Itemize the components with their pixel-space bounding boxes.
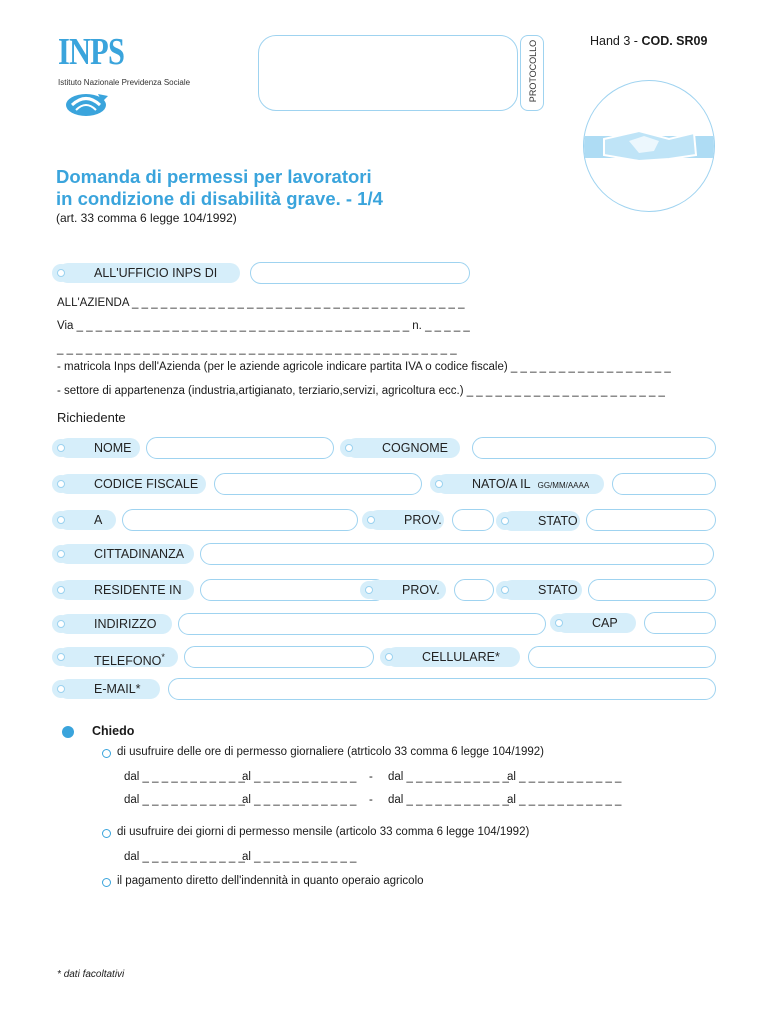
form-code-prefix: Hand 3 - bbox=[590, 34, 638, 48]
chiedo-bullet-icon bbox=[62, 726, 74, 738]
birth-stato-field[interactable] bbox=[586, 509, 716, 531]
cittadinanza-label bbox=[58, 544, 194, 564]
dal-line-2a[interactable]: dal _ _ _ _ _ _ _ _ _ _ _ bbox=[124, 794, 245, 806]
office-label-text: ALL'UFFICIO INPS DI bbox=[94, 266, 218, 280]
option2-text: di usufruire dei giorni di permesso mensile (articolo 33 comma 6 legge 104/1992) bbox=[117, 826, 530, 838]
nato-il-label bbox=[436, 474, 604, 494]
applicant-section-label: Richiedente bbox=[57, 410, 126, 425]
stato-label-text: STATO bbox=[538, 514, 578, 528]
cellulare-label bbox=[386, 647, 520, 667]
al-line-1b[interactable]: al _ _ _ _ _ _ _ _ _ _ _ bbox=[507, 771, 622, 783]
dal-line-1b[interactable]: dal _ _ _ _ _ _ _ _ _ _ _ bbox=[388, 771, 509, 783]
prov2-label bbox=[366, 580, 446, 600]
option1-radio[interactable] bbox=[102, 749, 111, 758]
cognome-field[interactable] bbox=[472, 437, 716, 459]
footnote-star: * bbox=[57, 969, 61, 980]
email-label-text: E-MAIL* bbox=[94, 682, 141, 696]
al-line-2a[interactable]: al _ _ _ _ _ _ _ _ _ _ _ bbox=[242, 794, 357, 806]
office-label bbox=[58, 263, 240, 283]
telefono-star: * bbox=[161, 652, 165, 662]
codice-fiscale-label bbox=[58, 474, 206, 494]
chiedo-heading: Chiedo bbox=[92, 724, 135, 738]
a-label bbox=[58, 510, 116, 530]
residence-stato-field[interactable] bbox=[588, 579, 716, 601]
form-title-line2: in condizione di disabilità grave. - 1/4 bbox=[56, 188, 383, 209]
footnote-text: dati facoltativi bbox=[63, 969, 125, 980]
al-line-2b[interactable]: al _ _ _ _ _ _ _ _ _ _ _ bbox=[507, 794, 622, 806]
nato-il-label-text: NATO/A IL bbox=[472, 477, 531, 491]
nome-field[interactable] bbox=[146, 437, 334, 459]
protocol-label: PROTOCOLLO bbox=[528, 39, 538, 103]
logo-text: INPS bbox=[58, 31, 125, 73]
nome-label bbox=[58, 438, 140, 458]
a-label-text: A bbox=[94, 513, 103, 527]
al-line-1a[interactable]: al _ _ _ _ _ _ _ _ _ _ _ bbox=[242, 771, 357, 783]
option3-text: il pagamento diretto dell'indennità in quanto operaio agricolo bbox=[117, 875, 424, 887]
cognome-label-text: COGNOME bbox=[382, 441, 448, 455]
handshake-emblem bbox=[583, 80, 715, 212]
dash-1a: - bbox=[369, 771, 373, 783]
cellulare-field[interactable] bbox=[528, 646, 716, 668]
inps-logo bbox=[58, 30, 218, 130]
codice-fiscale-field[interactable] bbox=[214, 473, 422, 495]
birth-date-field[interactable] bbox=[612, 473, 716, 495]
stato2-label bbox=[502, 580, 582, 600]
al-line-3[interactable]: al _ _ _ _ _ _ _ _ _ _ _ bbox=[242, 851, 357, 863]
form-code bbox=[590, 34, 707, 48]
form-code-value: COD. SR09 bbox=[641, 34, 708, 48]
residente-label-text: RESIDENTE IN bbox=[94, 583, 182, 597]
cap-label-text: CAP bbox=[592, 616, 618, 630]
cellulare-label-text: CELLULARE* bbox=[422, 650, 500, 664]
residente-label bbox=[58, 580, 194, 600]
matricola-line[interactable]: - matricola Inps dell'Azienda (per le aziende agricole indicare partita IVA o codice fiscale) _ _ _ _ _ _ _ _ _ _ _ _ _ _ _ _ _ bbox=[57, 361, 671, 373]
company-line[interactable]: ALL'AZIENDA _ _ _ _ _ _ _ _ _ _ _ _ _ _ _ _ _ _ _ _ _ _ _ _ _ _ _ _ _ _ _ _ _ _ _ bbox=[57, 297, 465, 309]
telefono-label-text: TELEFONO bbox=[94, 654, 162, 669]
prov2-label-text: PROV. bbox=[402, 583, 440, 597]
option2-radio[interactable] bbox=[102, 829, 111, 838]
prov-label-text: PROV. bbox=[404, 513, 442, 527]
cap-label bbox=[556, 613, 636, 633]
codice-fiscale-label-text: CODICE FISCALE bbox=[94, 477, 199, 491]
email-field[interactable] bbox=[168, 678, 716, 700]
office-field[interactable] bbox=[250, 262, 470, 284]
birth-prov-field[interactable] bbox=[452, 509, 494, 531]
telefono-field[interactable] bbox=[184, 646, 374, 668]
via-line[interactable]: Via _ _ _ _ _ _ _ _ _ _ _ _ _ _ _ _ _ _ _ _ _ _ _ _ _ _ _ _ _ _ _ _ _ _ _ n. _ _ _ _ _ bbox=[57, 320, 470, 332]
cittadinanza-field[interactable] bbox=[200, 543, 714, 565]
indirizzo-label bbox=[58, 614, 172, 634]
cap-field[interactable] bbox=[644, 612, 716, 634]
institute-name: Istituto Nazionale Previdenza Sociale bbox=[58, 78, 191, 87]
dal-line-2b[interactable]: dal _ _ _ _ _ _ _ _ _ _ _ bbox=[388, 794, 509, 806]
nome-label-text: NOME bbox=[94, 441, 132, 455]
address-blank-line[interactable]: _ _ _ _ _ _ _ _ _ _ _ _ _ _ _ _ _ _ _ _ _ _ _ _ _ _ _ _ _ _ _ _ _ _ _ _ _ _ _ _ _ _ bbox=[57, 343, 457, 355]
dal-line-1a[interactable]: dal _ _ _ _ _ _ _ _ _ _ _ bbox=[124, 771, 245, 783]
dash-2a: - bbox=[369, 794, 373, 806]
dal-line-3[interactable]: dal _ _ _ _ _ _ _ _ _ _ _ bbox=[124, 851, 245, 863]
indirizzo-label-text: INDIRIZZO bbox=[94, 617, 157, 631]
telefono-label bbox=[58, 647, 178, 667]
option3-radio[interactable] bbox=[102, 878, 111, 887]
stato2-label-text: STATO bbox=[538, 583, 578, 597]
settore-line[interactable]: - settore di appartenenza (industria,artigianato, terziario,servizi, agricoltura ecc.) _ _ _ _ _ _ _ _ _ _ _ _ _ _ _ _ _ _ _ _ _ bbox=[57, 385, 665, 397]
logo-emblem-icon bbox=[62, 88, 110, 120]
residence-prov-field[interactable] bbox=[454, 579, 494, 601]
form-subtitle: (art. 33 comma 6 legge 104/1992) bbox=[56, 211, 237, 225]
cognome-label bbox=[346, 438, 460, 458]
footnote bbox=[57, 969, 124, 980]
protocol-box bbox=[258, 35, 518, 111]
stato-label bbox=[502, 511, 580, 531]
indirizzo-field[interactable] bbox=[178, 613, 546, 635]
email-label bbox=[58, 679, 160, 699]
cittadinanza-label-text: CITTADINANZA bbox=[94, 547, 185, 561]
residente-field[interactable] bbox=[200, 579, 386, 601]
handshake-icon bbox=[584, 81, 714, 211]
option1-text: di usufruire delle ore di permesso giornaliere (atrticolo 33 comma 6 legge 104/1992) bbox=[117, 746, 545, 758]
prov-label bbox=[368, 510, 444, 530]
birth-place-field[interactable] bbox=[122, 509, 358, 531]
form-title-line1: Domanda di permessi per lavoratori bbox=[56, 166, 372, 187]
date-format-hint: GG/MM/AAAA bbox=[537, 481, 590, 490]
